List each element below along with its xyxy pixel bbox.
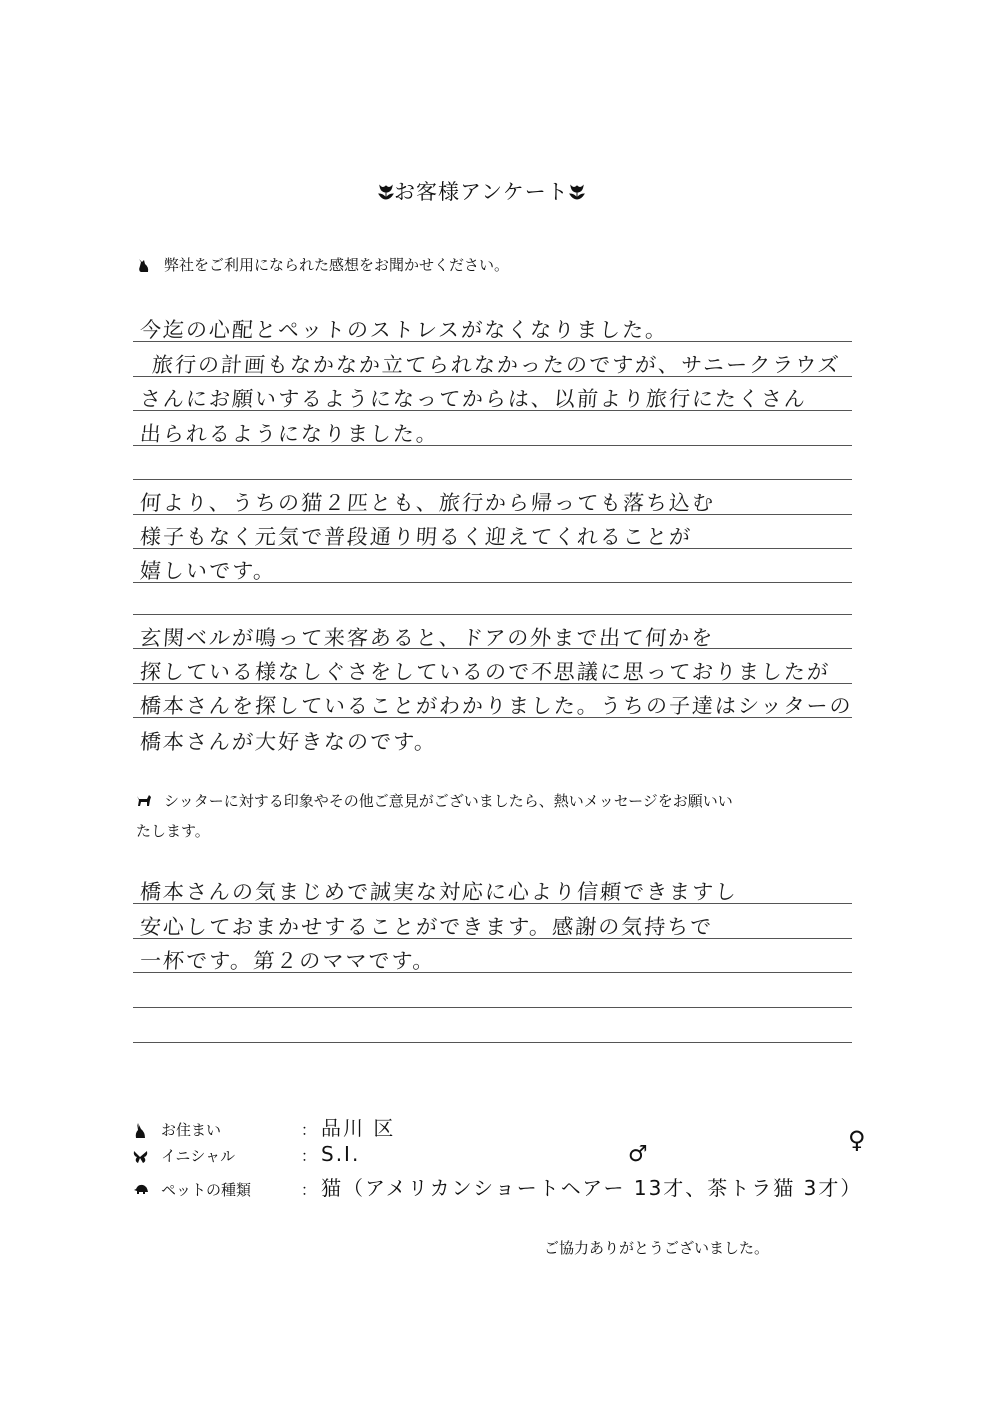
dog-icon bbox=[136, 794, 150, 808]
handwritten-line: 玄関ベルが鳴って来客あると、ドアの外まで出て何かを bbox=[139, 626, 716, 650]
initials-label: イニシャル bbox=[161, 1147, 236, 1165]
rabbit-icon bbox=[133, 1123, 147, 1137]
male-symbol: ♂ bbox=[628, 1142, 648, 1167]
handwritten-line: 嬉しいです。 bbox=[139, 559, 278, 583]
title-text: お客様アンケート bbox=[394, 180, 569, 204]
turtle-icon bbox=[133, 1183, 147, 1197]
handwritten-line: 橋本さんを探していることがわかりました。うちの子達はシッターの bbox=[139, 694, 854, 718]
question-2 bbox=[136, 790, 733, 811]
cat-icon bbox=[136, 258, 150, 272]
pet-type-value: 猫（アメリカンショートヘアー 13才、茶トラ猫 3才） bbox=[321, 1176, 863, 1200]
info-pet-type-row bbox=[133, 1172, 862, 1201]
handwritten-line: 旅行の計画もなかなか立てられなかったのですが、サニークラウズ bbox=[151, 353, 842, 377]
address-label: お住まい bbox=[161, 1121, 222, 1139]
question-2-text-line1: シッターに対する印象やその他ご意見がございましたら、熱いメッセージをお願いい bbox=[164, 792, 733, 810]
thanks-message: ご協力ありがとうございました。 bbox=[544, 1239, 770, 1257]
address-value: 品川 区 bbox=[321, 1116, 396, 1140]
question-1 bbox=[136, 254, 509, 275]
question-1-text: 弊社をご利用になられた感想をお聞かせください。 bbox=[164, 256, 510, 274]
handwritten-line: 一杯です。第２のママです。 bbox=[139, 949, 437, 973]
female-symbol: ♀ bbox=[848, 1126, 866, 1154]
handwritten-line: 出られるようになりました。 bbox=[139, 422, 440, 446]
handwritten-line: 様子もなく元気で普段通り明るく迎えてくれることが bbox=[139, 525, 693, 549]
pet-type-label: ペットの種類 bbox=[161, 1181, 252, 1199]
tulip-icon bbox=[569, 183, 585, 204]
answer-line bbox=[133, 479, 852, 480]
answer-line bbox=[133, 1042, 852, 1043]
handwritten-line: 探している様なしぐさをしているので不思議に思っておりましたが bbox=[139, 660, 831, 684]
butterfly-icon bbox=[133, 1149, 147, 1163]
answer-line bbox=[133, 614, 852, 615]
colon: ： bbox=[301, 1147, 317, 1165]
info-address-row bbox=[133, 1112, 395, 1141]
handwritten-line: 橋本さんの気まじめで誠実な対応に心より信頼できますし bbox=[139, 880, 739, 904]
answer-line bbox=[133, 1007, 852, 1008]
survey-title bbox=[378, 176, 585, 206]
handwritten-line: 何より、うちの猫２匹とも、旅行から帰っても落ち込む bbox=[139, 491, 716, 515]
handwritten-line: 安心しておまかせすることができます。感謝の気持ちで bbox=[139, 915, 714, 939]
tulip-icon bbox=[378, 183, 394, 204]
handwritten-line: さんにお願いするようになってからは、以前より旅行にたくさん bbox=[139, 387, 808, 411]
colon: ： bbox=[301, 1181, 317, 1199]
handwritten-line: 今迄の心配とペットのストレスがなくなりました。 bbox=[139, 318, 670, 342]
question-2-continued: たします。 bbox=[136, 822, 210, 840]
handwritten-line: 橋本さんが大好きなのです。 bbox=[139, 730, 439, 754]
colon: ： bbox=[301, 1121, 317, 1139]
initials-value: S.I. bbox=[321, 1142, 361, 1166]
info-initials-row bbox=[133, 1142, 360, 1166]
